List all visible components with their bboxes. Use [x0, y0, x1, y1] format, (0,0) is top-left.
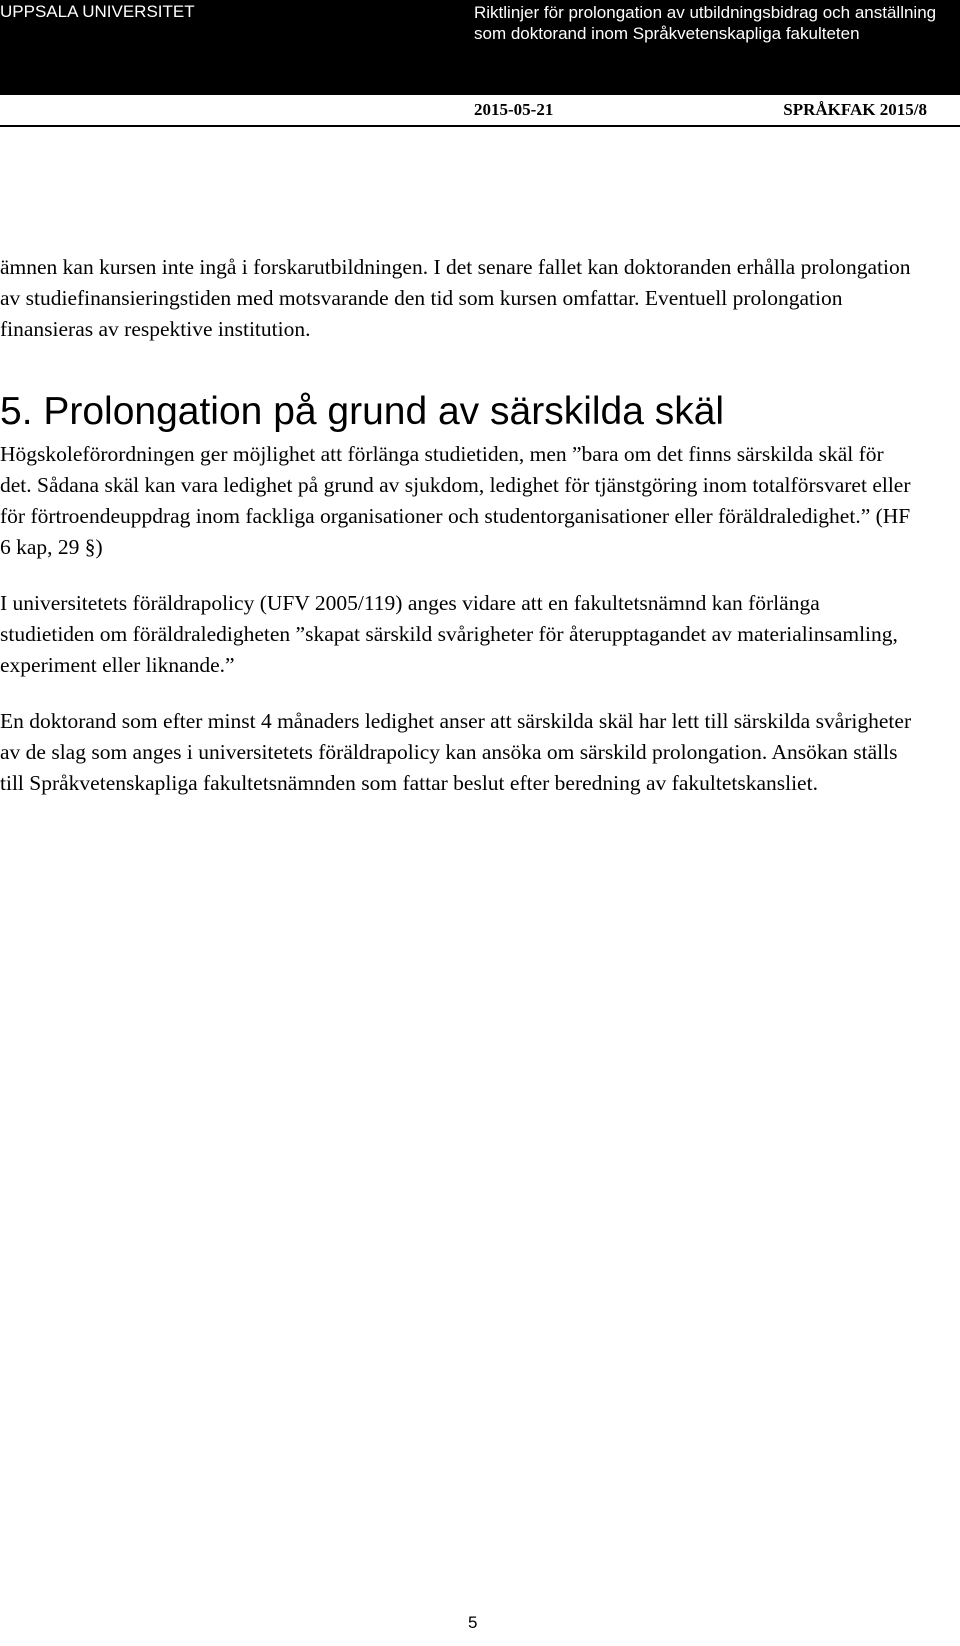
- paragraph-hf: Högskoleförordningen ger möjlighet att förlänga studietiden, men ”bara om det finns särskilda skäl för det. Sådana skäl kan vara ledighet på grund av sjukdom, ledighet för tjänstgöring inom totalförsvaret eller för förtroendeuppdrag inom fackliga organisationer och studentorganisationer eller föräldraledighet.” (HF 6 kap, 29 §): [0, 442, 911, 559]
- header-divider: [0, 125, 960, 127]
- document-reference: SPRÅKFAK 2015/8: [783, 100, 927, 119]
- page-number: 5: [468, 1613, 478, 1632]
- paragraph-policy: I universitetets föräldrapolicy (UFV 2005/119) anges vidare att en fakultetsnämnd kan förlänga studietiden om föräldraledigheten ”skapat särskild svårigheter för återupptagandet av materialinsamling, experiment eller liknande.”: [0, 591, 898, 677]
- continuation-paragraph: ämnen kan kursen inte ingå i forskarutbildningen. I det senare fallet kan doktoranden erhålla prolongation av studiefinansieringstiden med motsvarande den tid som kursen omfattar. Eventuell prolongation finansieras av respektive institution.: [0, 255, 911, 341]
- document-title: Riktlinjer för prolongation av utbildningsbidrag och anställning som doktorand inom Språkvetenskapliga fakulteten: [474, 3, 937, 43]
- document-body: [0, 252, 918, 799]
- university-name: UPPSALA UNIVERSITET: [0, 2, 195, 21]
- paragraph-application: En doktorand som efter minst 4 månaders ledighet anser att särskilda skäl har lett till särskilda svårigheter av de slag som anges i universitetets föräldrapolicy kan ansöka om särskild prolongation. Ansökan ställs till Språkvetenskapliga fakultetsnämnden som fattar beslut efter beredning av fakultetskansliet.: [0, 709, 912, 795]
- page-header: [0, 0, 960, 95]
- section-heading: 5. Prolongation på grund av särskilda skäl: [0, 390, 725, 433]
- document-date: 2015-05-21: [474, 100, 554, 119]
